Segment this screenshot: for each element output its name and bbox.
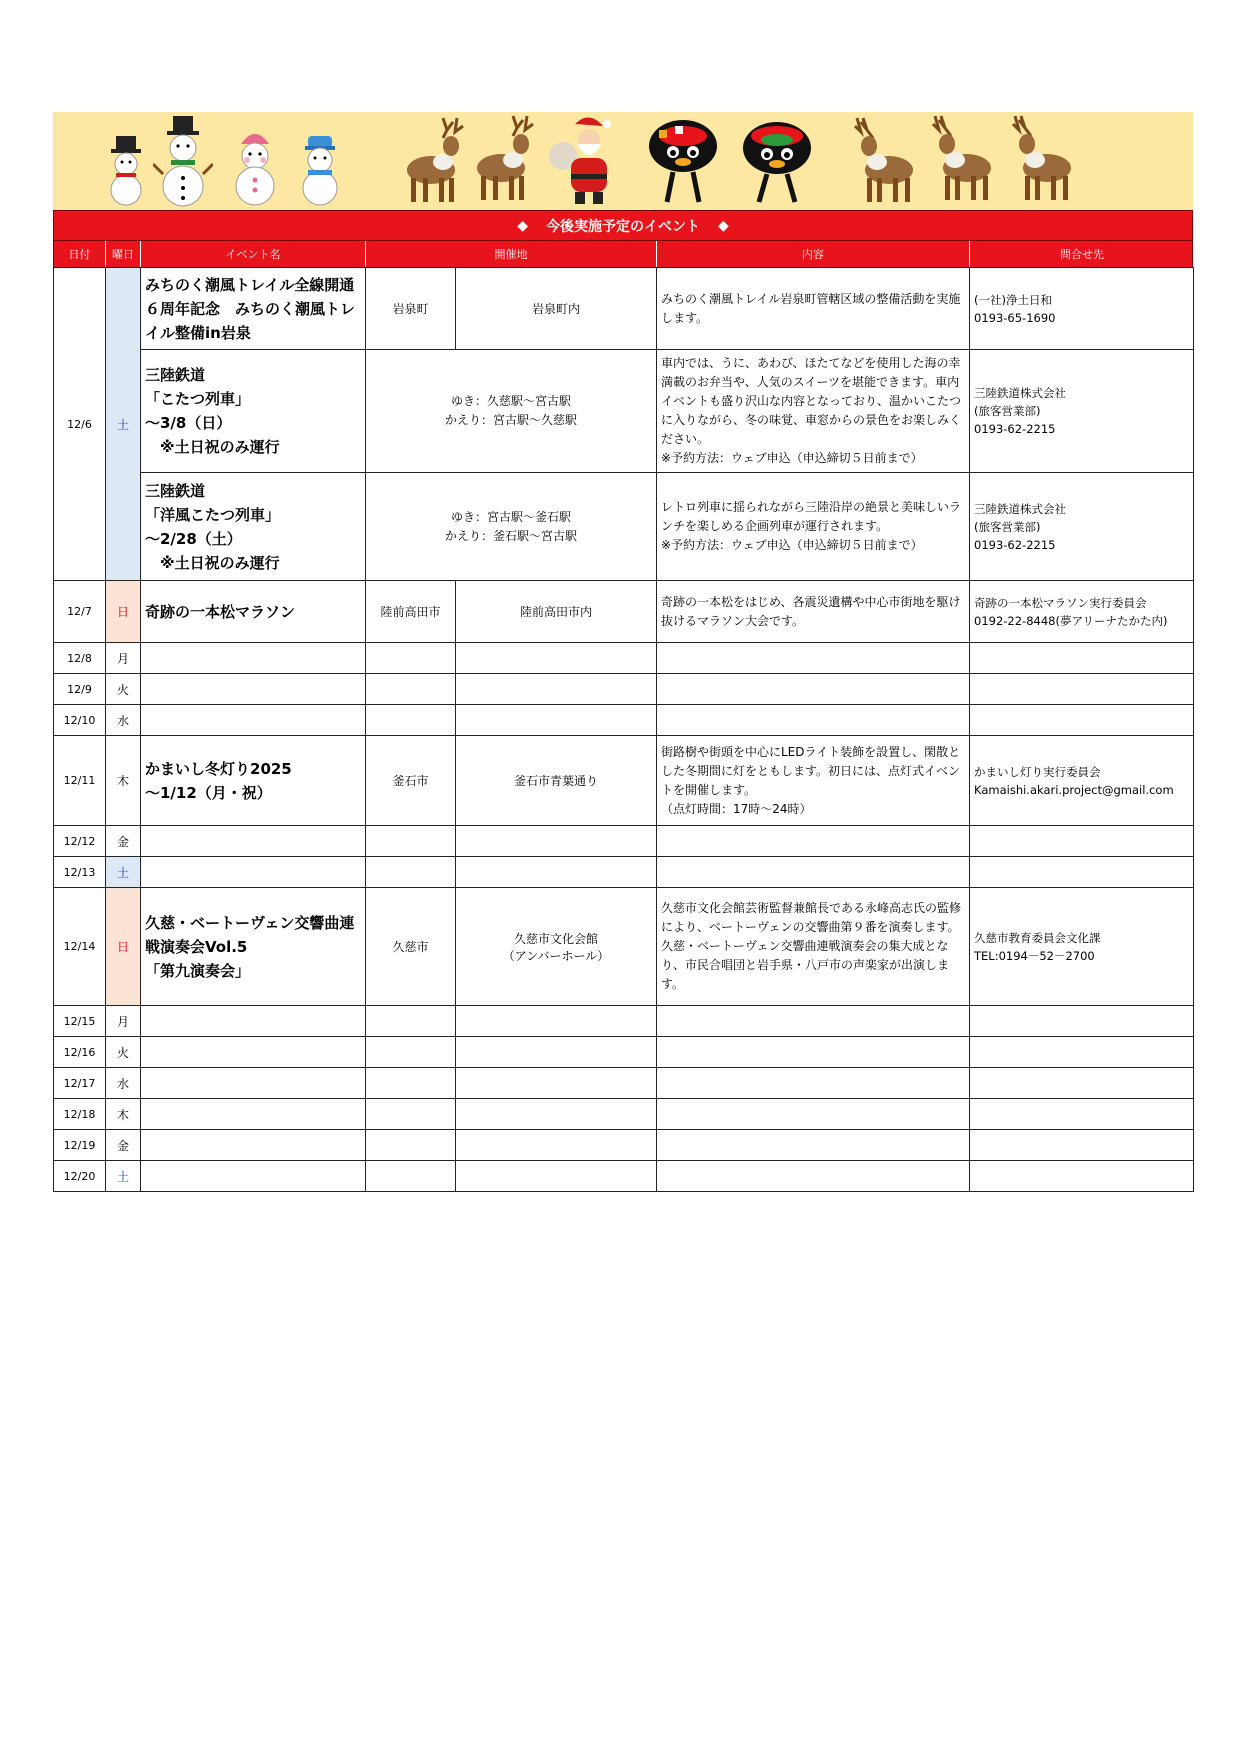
date-cell: 12/11: [54, 736, 106, 826]
event-name-line: 三陸鉄道: [145, 481, 206, 500]
snowman-icon: [300, 132, 340, 206]
event-name-line: ～3/8（日）: [145, 414, 232, 432]
contact-phone: 0192-22-8448(夢アリーナたかた内): [974, 613, 1168, 628]
weekday-cell: 金: [106, 826, 141, 857]
snowman-icon: [153, 116, 213, 208]
event-name: 奇跡の一本松マラソン: [141, 581, 366, 643]
content-note: ※予約方法：ウェブ申込（申込締切５日前まで）: [661, 538, 923, 552]
events-table: [53, 267, 1194, 1192]
weekday-cell: 水: [106, 705, 141, 736]
section-title: [53, 210, 1193, 241]
mascot-icon: [647, 118, 719, 206]
event-sheet: [53, 112, 1193, 1192]
content-note: （点灯時間：17時～24時）: [661, 801, 812, 816]
reindeer-icon: [853, 114, 917, 206]
contact-phone: 0193-62-2215: [974, 422, 1056, 436]
venue-route: [366, 473, 657, 581]
date-cell: 12/7: [54, 581, 106, 643]
weekday-cell: 火: [106, 1037, 141, 1068]
event-contact: [970, 473, 1194, 581]
table-row: [54, 268, 1194, 350]
weekday-cell: 日: [106, 888, 141, 1006]
col-event-name: イベント名: [141, 241, 366, 267]
contact-org: 奇跡の一本松マラソン実行委員会: [974, 595, 1147, 610]
route-outbound: ゆき：宮古駅～釜石駅: [450, 509, 571, 524]
table-row: [54, 857, 1194, 888]
event-name-line: 「第九演奏会」: [145, 961, 251, 980]
event-contact: [970, 350, 1194, 473]
contact-org: 久慈市教育委員会文化課: [974, 930, 1101, 945]
date-cell: 12/15: [54, 1006, 106, 1037]
col-venue: 開催地: [366, 241, 657, 267]
event-contact: [970, 888, 1194, 1006]
table-row: [54, 1130, 1194, 1161]
weekday-cell: 土: [106, 268, 141, 581]
venue-place: 釜石市青葉通り: [456, 736, 657, 826]
event-contact: [970, 268, 1194, 350]
reindeer-icon: [931, 112, 995, 204]
table-row: [54, 1037, 1194, 1068]
venue-place-line: 久慈市文化会館: [513, 931, 598, 946]
venue-place-line: （アンバーホール）: [502, 948, 610, 963]
table-row: [54, 643, 1194, 674]
contact-org: かまいし灯り実行委員会: [974, 764, 1101, 779]
table-row: [54, 888, 1194, 1006]
event-name: [141, 888, 366, 1006]
date-cell: 12/19: [54, 1130, 106, 1161]
event-name: [141, 736, 366, 826]
content-text: 街路樹や街頭を中心にLEDライト装飾を設置し、閑散とした冬期間に灯をともします。初日には、点灯式イベントを開催します。: [661, 744, 961, 797]
table-row: [54, 826, 1194, 857]
contact-email: Kamaishi.akari.project@gmail.com: [974, 782, 1174, 797]
santa-icon: [549, 112, 619, 208]
table-row: [54, 705, 1194, 736]
route-return: かえり：宮古駅～久慈駅: [444, 413, 577, 427]
weekday-cell: 火: [106, 674, 141, 705]
event-name-line: 久慈・ベートーヴェン交響曲連戦演奏会Vol.5: [145, 913, 355, 956]
date-cell: 12/14: [54, 888, 106, 1006]
contact-dept: (旅客営業部): [974, 404, 1041, 418]
snowman-icon: [108, 136, 144, 206]
contact-dept: (旅客営業部): [974, 519, 1041, 534]
event-name: [141, 350, 366, 473]
table-row: [54, 1006, 1194, 1037]
table-row: [54, 581, 1194, 643]
col-date: 日付: [54, 241, 106, 267]
weekday-cell: 水: [106, 1068, 141, 1099]
contact-org: 三陸鉄道株式会社: [974, 386, 1066, 400]
route-return: かえり：釜石駅～宮古駅: [444, 528, 577, 543]
date-cell: 12/16: [54, 1037, 106, 1068]
venue-route: [366, 350, 657, 473]
date-cell: 12/18: [54, 1099, 106, 1130]
date-cell: 12/17: [54, 1068, 106, 1099]
event-name-line: ～2/28（土）: [145, 529, 242, 548]
event-content: [657, 350, 970, 473]
weekday-cell: 月: [106, 643, 141, 674]
venue-place: 岩泉町内: [456, 268, 657, 350]
venue-place: [456, 888, 657, 1006]
date-cell: 12/9: [54, 674, 106, 705]
date-cell: 12/13: [54, 857, 106, 888]
reindeer-icon: [473, 112, 537, 204]
holiday-banner: [53, 112, 1193, 210]
contact-phone: TEL:0194－52－2700: [974, 948, 1095, 963]
weekday-cell: 木: [106, 736, 141, 826]
event-content: [657, 736, 970, 826]
date-cell: 12/20: [54, 1161, 106, 1192]
event-name: みちのく潮風トレイル全線開通６周年記念 みちのく潮風トレイル整備in岩泉: [141, 268, 366, 350]
contact-org: 三陸鉄道株式会社: [974, 501, 1066, 516]
weekday-cell: 月: [106, 1006, 141, 1037]
table-row: [54, 736, 1194, 826]
col-weekday: 曜日: [106, 241, 141, 267]
event-content: [657, 473, 970, 581]
column-header: [53, 241, 1193, 267]
event-content: 奇跡の一本松をはじめ、各震災遺構や中心市街地を駆け抜けるマラソン大会です。: [657, 581, 970, 643]
diamond-icon: ◆: [718, 217, 729, 234]
table-row: [54, 1161, 1194, 1192]
reindeer-icon: [403, 114, 467, 206]
venue-city: 久慈市: [366, 888, 456, 1006]
date-cell: 12/6: [54, 268, 106, 581]
event-name: [141, 473, 366, 581]
table-row: [54, 1068, 1194, 1099]
event-name-line: 「洋風こたつ列車」: [145, 505, 281, 524]
venue-city: 陸前高田市: [366, 581, 456, 643]
event-name-line: 「こたつ列車」: [145, 390, 251, 408]
event-name-line: 三陸鉄道: [145, 366, 206, 384]
col-content: 内容: [657, 241, 970, 267]
event-content: みちのく潮風トレイル岩泉町管轄区域の整備活動を実施します。: [657, 268, 970, 350]
content-text: レトロ列車に揺られながら三陸沿岸の絶景と美味しいランチを楽しめる企画列車が運行されます。: [661, 500, 962, 533]
venue-city: 岩泉町: [366, 268, 456, 350]
date-cell: 12/8: [54, 643, 106, 674]
col-contact: 問合せ先: [1060, 248, 1104, 261]
venue-place: 陸前高田市内: [456, 581, 657, 643]
weekday-cell: 木: [106, 1099, 141, 1130]
date-cell: 12/10: [54, 705, 106, 736]
venue-city: 釜石市: [366, 736, 456, 826]
weekday-cell: 土: [106, 1161, 141, 1192]
contact-phone: 0193-65-1690: [974, 310, 1056, 325]
event-contact: [970, 736, 1194, 826]
weekday-cell: 日: [106, 581, 141, 643]
mascot-icon: [741, 120, 813, 206]
reindeer-icon: [1011, 112, 1075, 204]
content-text: 車内では、うに、あわび、ほたてなどを使用した海の幸満載のお弁当や、人気のスイーツを堪能できます。車内イベントも盛り沢山な内容となっており、温かいこたつに入りながら、冬の味覚、車窓からの景色をお楽しみください。: [661, 356, 962, 446]
event-name-line: ～1/12（月・祝）: [145, 783, 272, 802]
contact-org: (一社)浄土日和: [974, 292, 1052, 307]
diamond-icon: ◆: [517, 217, 528, 234]
event-name-line: ※土日祝のみ運行: [145, 438, 280, 456]
date-cell: 12/12: [54, 826, 106, 857]
event-name-line: ※土日祝のみ運行: [145, 553, 280, 572]
contact-phone: 0193-62-2215: [974, 537, 1056, 552]
section-title-text: 今後実施予定のイベント: [546, 218, 700, 235]
table-row: [54, 473, 1194, 581]
table-row: [54, 674, 1194, 705]
route-outbound: ゆき：久慈駅～宮古駅: [450, 394, 571, 408]
snowman-icon: [231, 128, 279, 206]
weekday-cell: 金: [106, 1130, 141, 1161]
weekday-cell: 土: [106, 857, 141, 888]
event-content: 久慈市文化会館芸術監督兼館長である永峰高志氏の監修により、ベートーヴェンの交響曲第９番を演奏します。久慈・ベートーヴェン交響曲連戦演奏会の集大成となり、市民合唱団と岩手県・八戸市の声楽家が出演します。: [657, 888, 970, 1006]
table-row: [54, 350, 1194, 473]
event-contact: [970, 581, 1194, 643]
event-name-line: かまいし冬灯り2025: [145, 759, 292, 778]
table-row: [54, 1099, 1194, 1130]
content-note: ※予約方法：ウェブ申込（申込締切５日前まで）: [661, 451, 923, 465]
